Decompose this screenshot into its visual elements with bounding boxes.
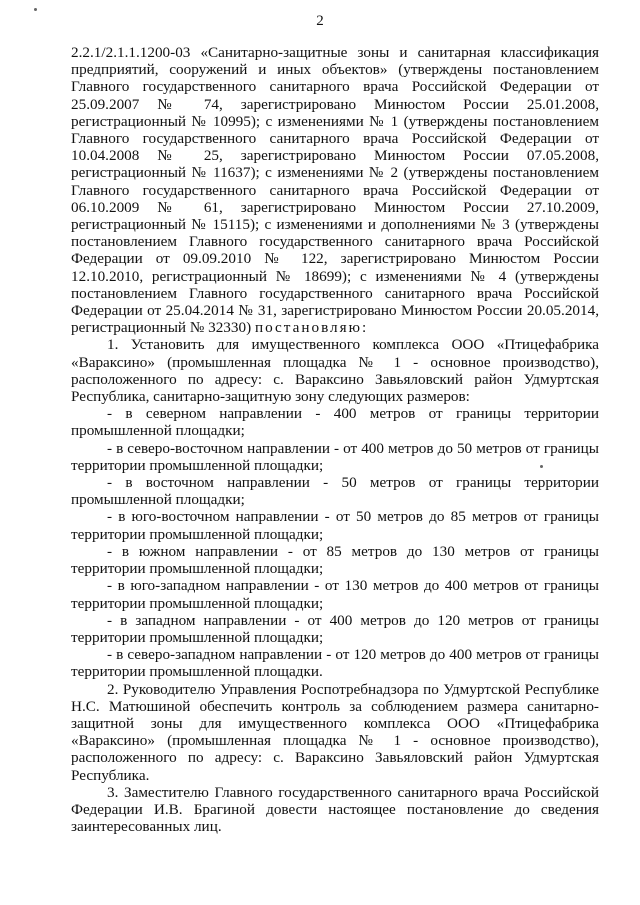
zone-east: - в восточном направлении - 50 метров от границы территории промышленной площадки; — [71, 474, 599, 509]
intro-paragraph — [71, 44, 599, 336]
zone-southwest: - в юго-западном направлении - от 130 метров до 400 метров от границы территории промышленной площадки; — [71, 577, 599, 612]
zone-south: - в южном направлении - от 85 метров до 130 метров от границы территории промышленной площадки; — [71, 542, 599, 578]
scan-speck — [34, 8, 37, 11]
document-body — [71, 44, 599, 835]
item-1-paragraph: 1. Установить для имущественного комплекса ООО «Птицефабрика «Вараксино» (промышленная площадка № 1 - основное производство), расположенного по адресу: с. Вараксино Завьяловский район Удмуртская Республика, санитарно-защитную зону следующих размеров: — [71, 336, 599, 406]
intro-text: 2.2.1/2.1.1.1200-03 «Санитарно-защитные зоны и санитарная классификация предприятий, сооружений и иных объектов» (утверждены постановлением Главного государственного санитарного врача Российской Федерации от 25.09.2007 № 74, зарегистрировано Минюстом России 25.01.2008, регистрационный № 10995); с изменениями № 1 (утверждены постановлением Главного государственного санитарного врача Российской Федерации от 10.04.2008 № 25, зарегистрировано Минюстом России 07.05.2008, регистрационный № 11637); с изменениями № 2 (утверждены постановлением Главного государственного санитарного врача Российской Федерации от 06.10.2009 № 61, зарегистрировано Минюстом России 27.10.2009, регистрационный № 15115); с изменениями и дополнениями № 3 (утверждены постановлением Главного государственного санитарного врача Российской Федерации от 09.09.2010 № 122, зарегистрировано Минюстом России 12.10.2010, регистрационный № 18699); с изменениями № 4 (утверждены постановлением Главного государственного санитарного врача Российской Федерации от 25.04.2014 № 31, зарегистрировано Минюстом России 20.05.2014, регистрационный № 32330) — [71, 44, 599, 337]
zone-north: - в северном направлении - 400 метров от границы территории промышленной площадки; — [71, 405, 599, 440]
item-2-paragraph: 2. Руководителю Управления Роспотребнадзора по Удмуртской Республике Н.С. Матюшиной обеспечить контроль за соблюдением размера санитарно-защитной зоны для имущественного комплекса ООО «Птицефабрика «Вараксино» (промышленная площадка № 1 - основное производство), расположенного по адресу: с. Вараксино Завьяловский район Удмуртская Республика. — [71, 680, 599, 784]
zone-northwest: - в северо-западном направлении - от 120 метров до 400 метров от границы территории промышленной площадки. — [71, 646, 599, 681]
zone-northeast: - в северо-восточном направлении - от 400 метров до 50 метров от границы территории промышленной площадки; — [71, 439, 599, 474]
zone-west: - в западном направлении - от 400 метров до 120 метров от границы территории промышленной площадки; — [71, 611, 599, 646]
resolves-word: постановляю: — [254, 319, 369, 337]
zone-southeast: - в юго-восточном направлении - от 50 метров до 85 метров от границы территории промышленной площадки; — [71, 508, 599, 543]
item-3-paragraph: 3. Заместителю Главного государственного санитарного врача Российской Федерации И.В. Брагиной довести настоящее постановление до сведения заинтересованных лиц. — [71, 783, 599, 836]
page-number: 2 — [316, 13, 324, 29]
